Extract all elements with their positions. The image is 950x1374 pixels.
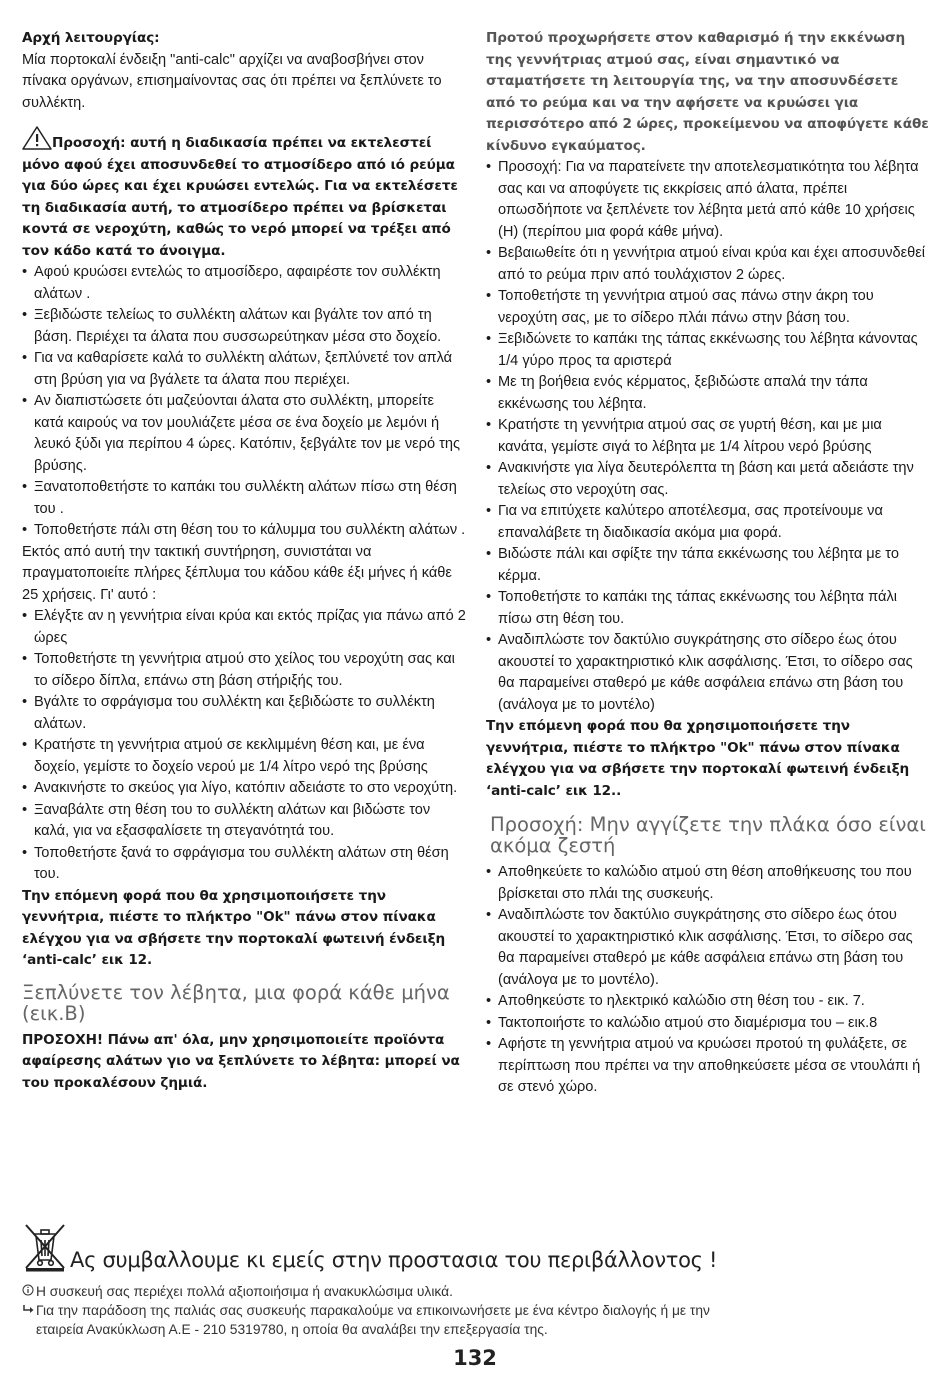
crossed-out-bin-icon: [22, 1222, 68, 1272]
recycle-line: Η συσκευή σας περιέχει πολλά αξιοποιήσιμα ή ανακυκλώσιμα υλικά.: [36, 1284, 453, 1299]
list-item: • Ξανατοποθετήστε το καπάκι του συλλέκτη αλάτων πίσω στη θέση του .: [22, 477, 467, 520]
disposal-note: [22, 1301, 922, 1320]
environment-section: [22, 1222, 932, 1274]
list-item: • Αποθηκεύστε το ηλεκτρικό καλώδιο στη θέση του - εικ. 7.: [486, 991, 932, 1013]
right-column: [486, 28, 932, 1099]
list-item: • Προσοχή: Για να παρατείνετε την αποτελεσματικότητα του λέβητα σας και να αποφύγετε τις εκκρίσεις από άλατα, πρέπει οπωσδήποτε να ξεπλένετε τον λέβητα μετά από κάθε 10 χρήσεις (H) (περίπου μια φορά κάθε μήνα).: [486, 157, 932, 243]
boiler-rinse-heading: Ξεπλύνετε τον λέβητα, μια φορά κάθε μήνα (εικ.B): [22, 980, 450, 1025]
hot-plate-heading: Προσοχή: Μην αγγίζετε την πλάκα όσο είναι ακόμα ζεστή: [490, 813, 926, 857]
list-item: • Κρατήστε τη γεννήτρια ατμού σας σε γυρτή θέση, και με μια κανάτα, γεμίστε σιγά το λέβητα με 1/4 λίτρου νερό βρύσης: [486, 415, 932, 458]
page-number: 132: [453, 1346, 497, 1370]
list-item: • Ξεβιδώνετε το καπάκι της τάπας εκκένωσης του λέβητα κάνοντας 1/4 γύρο προς τα αριστερά: [486, 329, 932, 372]
boiler-rinse-steps: [486, 157, 932, 716]
list-item: • Τακτοποιήστε το καλώδιο ατμού στο διαμέρισμα του – εικ.8: [486, 1013, 932, 1035]
principle-heading: Αρχή λειτουργίας:: [22, 30, 160, 46]
next-time-text: Την επόμενη φορά που θα χρησιμοποιήσετε την γεννήτρια, πιέστε το πλήκτρο "Ok" πάνω στον πίνακα ελέγχου για να σβήσετε την πορτοκαλί φωτεινή ένδειξη ‘anti-calc’ εικ 12..: [486, 718, 910, 799]
list-item: • Τοποθετήστε τη γεννήτρια ατμού στο χείλος του νεροχύτη σας και το σίδερο δίπλα, επάνω στη βάση στήριξής του.: [22, 649, 467, 692]
principle-text: Μία πορτοκαλί ένδειξη "anti-calc" αρχίζει να αναβοσβήνει στον πίνακα οργάνων, επισημαίνοντας σας ότι πρέπει να ξεπλύνετε το συλλέκτη.: [22, 51, 442, 111]
list-item: • Ελέγξτε αν η γεννήτρια είναι κρύα και εκτός πρίζας για πάνω από 2 ώρες: [22, 606, 467, 649]
list-item: • Αφού κρυώσει εντελώς το ατμοσίδερο, αφαιρέστε τον συλλέκτη αλάτων .: [22, 262, 467, 305]
hook-arrow-icon: [22, 1301, 36, 1320]
left-column: [22, 28, 467, 1094]
list-item: • Ξαναβάλτε στη θέση του το συλλέκτη αλάτων και βιδώστε τον καλά, για να εξασφαλίσετε τη στεγανότητά του.: [22, 800, 467, 843]
list-item: • Αναδιπλώστε τον δακτύλιο συγκράτησης στο σίδερο έως ότου ακουστεί το χαρακτηριστικό κλικ ασφάλισης. Έτσι, το σίδερο σας θα παραμείνει σταθερό με κάθε ασφάλεια επάνω στη βάση του (ανάλογα με το μοντέλο): [486, 630, 932, 716]
full-rinse-steps: [22, 606, 467, 886]
list-item: • Αναδιπλώστε τον δακτύλιο συγκράτησης στο σίδερο έως ότου ακουστεί το χαρακτηριστικό κλικ ασφάλισης. Έτσι, το σίδερο σας θα παραμείνει σταθερό με κάθε ασφάλεια επάνω στη βάση του (ανάλογα με το μοντέλο).: [486, 905, 932, 991]
list-item: • Ανακινήστε το σκεύος για λίγο, κατόπιν αδειάστε το στο νεροχύτη.: [22, 778, 467, 800]
warning-block: [22, 126, 467, 262]
salt-collector-steps: [22, 262, 467, 542]
list-item: • Για να καθαρίσετε καλά το συλλέκτη αλάτων, ξεπλύνετέ τον απλά στη βρύση για να βγάλετε τα άλατα που περιέχει.: [22, 348, 467, 391]
warning-triangle-icon: [22, 126, 52, 148]
list-item: • Βγάλτε το σφράγισμα του συλλέκτη και ξεβιδώστε το συλλέκτη αλάτων.: [22, 692, 467, 735]
list-item: • Κρατήστε τη γεννήτρια ατμού σε κεκλιμμένη θέση και, με ένα δοχείο, γεμίστε το δοχείο νερού με 1/4 λίτρο νερό της βρύσης: [22, 735, 467, 778]
list-item: • Τοποθετήστε ξανά το σφράγισμα του συλλέκτη αλάτων στη θέση του.: [22, 843, 467, 886]
disposal-line-2: εταιρεία Ανακύκλωση Α.Ε - 210 5319780, η οποία θα αναλάβει την επεξεργασία της.: [36, 1322, 548, 1337]
list-item: • Τοποθετήστε πάλι στη θέση του το κάλυμμα του συλλέκτη αλάτων .: [22, 520, 467, 542]
list-item: • Αφήστε τη γεννήτρια ατμού να κρυώσει προτού τη φυλάξετε, σε περίπτωση που πρέπει να την αποθηκεύσετε μέσα σε ντουλάπι ή σε στενό χώρο.: [486, 1034, 932, 1099]
list-item: • Τοποθετήστε το καπάκι της τάπας εκκένωσης του λέβητα πάλι πίσω στη θέση του.: [486, 587, 932, 630]
list-item: • Ξεβιδώστε τελείως το συλλέκτη αλάτων και βγάλτε τον από τη βάση. Περιέχει τα άλατα που συσσωρεύτηκαν μέσα στο δοχείο.: [22, 305, 467, 348]
list-item: • Ανακινήστε για λίγα δευτερόλεπτα τη βάση και μετά αδειάστε την τελείως στο νεροχύτη σας.: [486, 458, 932, 501]
info-circle-icon: [22, 1282, 36, 1301]
list-item: • Για να επιτύχετε καλύτερο αποτέλεσμα, σας προτείνουμε να επαναλάβετε τη διαδικασία ακόμα μια φορά.: [486, 501, 932, 544]
list-item: • Βιδώστε πάλι και σφίξτε την τάπα εκκένωσης του λέβητα με το κέρμα.: [486, 544, 932, 587]
intro-warning: Προτού προχωρήσετε στον καθαρισμό ή την εκκένωση της γεννήτριας ατμού σας, είναι σημαντικό να σταματήσετε τη λειτουργία της, να την αποσυνδέσετε από το ρεύμα και να την αφήσετε να κρυώσει για περισσότερο από 2 ώρες, προκείμενου να αποφύγετε κάθε κίνδυνο εγκαύματος.: [486, 30, 929, 154]
list-item: • Βεβαιωθείτε ότι η γεννήτρια ατμού είναι κρύα και έχει αποσυνδεθεί από το ρεύμα πριν από τουλάχιστον 2 ώρες.: [486, 243, 932, 286]
disposal-line-1: Για την παράδοση της παλιάς σας συσκευής παρακαλούμε να επικοινωνήσετε με ένα κέντρο διαλογής ή με την: [36, 1303, 710, 1318]
next-time-text: Την επόμενη φορά που θα χρησιμοποιήσετε την γεννήτρια, πιέστε το πλήκτρο "Ok" πάνω στον πίνακα ελέγχου για να σβήσετε την πορτοκαλί φωτεινή ένδειξη ‘anti-calc’ εικ 12.: [22, 887, 446, 968]
maintenance-text: Εκτός από αυτή την τακτική συντήρηση, συνιστάται να πραγματοποιείτε πλήρες ξέπλυμα του κάδου κάθε έξι μήνες ή κάθε 25 χρήσεις. Γι' αυτό :: [22, 543, 452, 603]
list-item: • Αποθηκεύετε το καλώδιο ατμού στη θέση αποθήκευσης του που βρίσκεται στο πλάι της συσκευής.: [486, 862, 932, 905]
list-item: • Αν διαπιστώσετε ότι μαζεύονται άλατα στο συλλέκτη, μπορείτε κατά καιρούς να τον μουλιάζετε μέσα σε ένα δοχείο με λεμόνι ή λευκό ξύδι για περίπου 4 ώρες. Κατόπιν, ξεβγάλτε τον με νερό της βρύσης.: [22, 391, 467, 477]
environment-title: Ας συμβαλλουμε κι εμείς στην προστασια του περιβάλλοντος !: [70, 1248, 718, 1272]
boiler-warning: ΠΡΟΣΟΧΗ! Πάνω απ' όλα, μην χρησιμοποιείτε προϊόντα αφαίρεσης αλάτων γιο να ξεπλύνετε το λέβητα: μπορεί να του προκαλέσουν ζημιά.: [22, 1031, 460, 1091]
list-item: • Τοποθετήστε τη γεννήτρια ατμού σας πάνω στην άκρη του νεροχύτη σας, με το σίδερο πλάι πάνω στην βάση του.: [486, 286, 932, 329]
recycle-note: [22, 1282, 922, 1301]
list-item: • Με τη βοήθεια ενός κέρματος, ξεβιδώστε απαλά την τάπα εκκένωσης του λέβητα.: [486, 372, 932, 415]
storage-steps: [486, 862, 932, 1099]
warning-text: Προσοχή: αυτή η διαδικασία πρέπει να εκτελεστεί μόνο αφού έχει αποσυνδεθεί το ατμοσίδερο από ιό ρεύμα για δύο ώρες και έχει κρυώσει εντελώς. Για να εκτελέσετε τη διαδικασία αυτή, το ατμοσίδερο πρέπει να βρίσκεται κοντά σε νεροχύτη, καθώς το νερό μπορεί να τρέξει από τον κάδο κατά το άνοιγμα.: [22, 135, 458, 259]
